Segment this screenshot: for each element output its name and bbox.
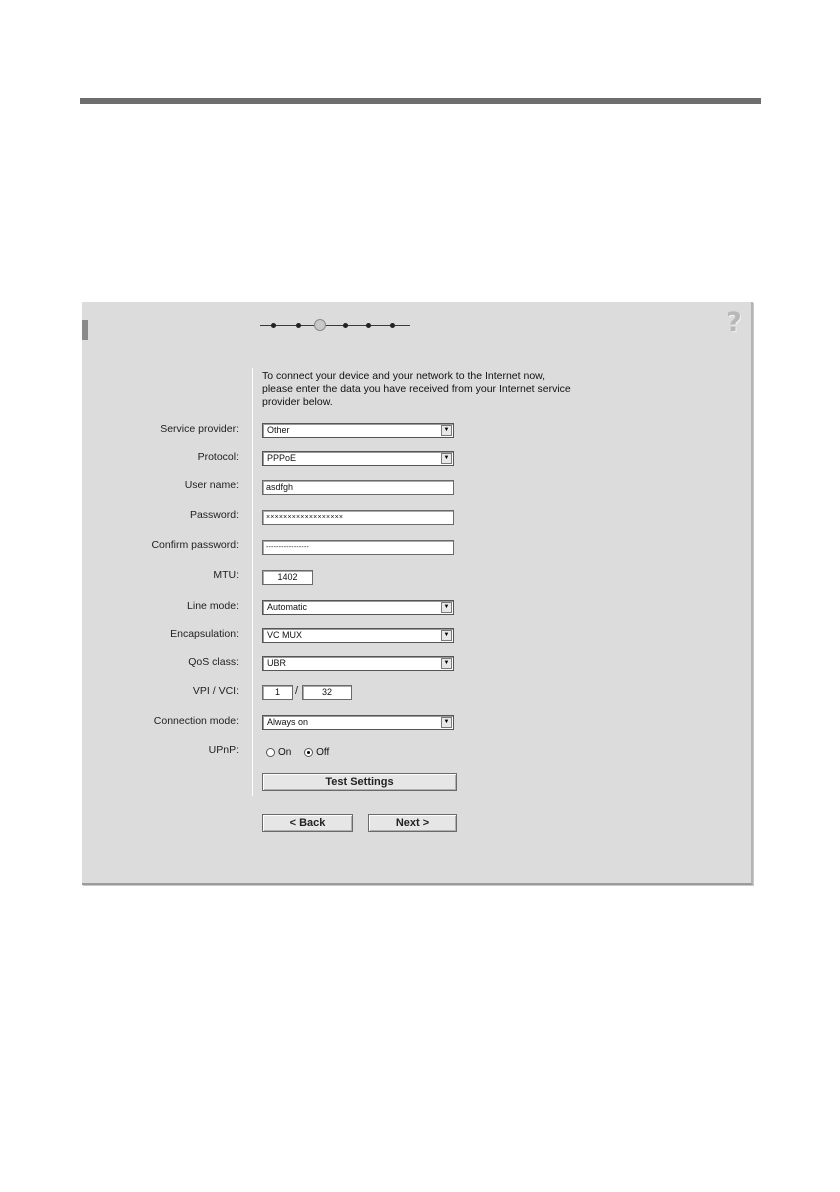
help-icon[interactable]: ?	[726, 307, 742, 338]
user-name-input[interactable]: asdfgh	[262, 480, 454, 495]
setup-wizard-panel	[82, 302, 753, 885]
vpi-input[interactable]: 1	[262, 685, 293, 700]
upnp-on-radio[interactable]	[266, 748, 275, 757]
mtu-label: MTU:	[213, 569, 239, 581]
back-button[interactable]: < Back	[262, 814, 353, 832]
upnp-off-label[interactable]: Off	[316, 747, 330, 758]
encapsulation-value: VC MUX	[267, 630, 303, 640]
next-button[interactable]: Next >	[368, 814, 457, 832]
content-divider	[252, 368, 253, 796]
vpi-vci-separator: /	[295, 685, 299, 697]
intro-text	[262, 370, 642, 409]
qos-class-select[interactable]	[262, 656, 454, 671]
qos-class-value: UBR	[267, 658, 287, 668]
encapsulation-label: Encapsulation:	[170, 628, 239, 640]
dropdown-arrow-icon[interactable]: ▼	[441, 453, 452, 464]
step-dot	[390, 323, 395, 328]
qos-class-label: QoS class:	[188, 656, 239, 668]
protocol-value: PPPoE	[267, 453, 297, 463]
upnp-radio-group	[266, 747, 339, 758]
page-header-rule	[80, 98, 761, 104]
dropdown-arrow-icon[interactable]: ▼	[441, 717, 452, 728]
step-current-marker	[314, 319, 326, 331]
dropdown-arrow-icon[interactable]: ▼	[441, 630, 452, 641]
confirm-password-input[interactable]: -----------------	[262, 540, 454, 555]
step-dot	[296, 323, 301, 328]
vpi-vci-label: VPI / VCI:	[192, 685, 239, 697]
line-mode-label: Line mode:	[187, 600, 239, 612]
intro-line: please enter the data you have received from your Internet service	[262, 383, 571, 395]
mtu-input[interactable]: 1402	[262, 570, 313, 585]
wizard-step-indicator	[260, 318, 410, 334]
connection-mode-value: Always on	[267, 717, 309, 727]
dropdown-arrow-icon[interactable]: ▼	[441, 602, 452, 613]
confirm-password-label: Confirm password:	[151, 539, 239, 551]
panel-edge-marker	[82, 320, 88, 340]
protocol-select[interactable]	[262, 451, 454, 466]
step-dot	[271, 323, 276, 328]
dropdown-arrow-icon[interactable]: ▼	[441, 658, 452, 669]
upnp-on-label[interactable]: On	[278, 747, 292, 758]
password-label: Password:	[189, 509, 239, 521]
protocol-label: Protocol:	[197, 451, 239, 463]
connection-mode-select[interactable]	[262, 715, 454, 730]
upnp-off-radio[interactable]	[304, 748, 313, 757]
service-provider-value: Other	[267, 425, 290, 435]
step-dot	[343, 323, 348, 328]
step-dot	[366, 323, 371, 328]
upnp-label: UPnP:	[208, 744, 239, 756]
dropdown-arrow-icon[interactable]: ▼	[441, 425, 452, 436]
intro-line: provider below.	[262, 396, 333, 408]
service-provider-label: Service provider:	[160, 423, 239, 435]
vci-input[interactable]: 32	[302, 685, 352, 700]
encapsulation-select[interactable]	[262, 628, 454, 643]
connection-mode-label: Connection mode:	[153, 715, 239, 727]
service-provider-select[interactable]	[262, 423, 454, 438]
intro-line: To connect your device and your network to the Internet now,	[262, 370, 546, 382]
step-track	[260, 325, 410, 326]
test-settings-button[interactable]: Test Settings	[262, 773, 457, 791]
password-input[interactable]: ××××××××××××××××××	[262, 510, 454, 525]
user-name-label: User name:	[184, 479, 239, 491]
line-mode-value: Automatic	[267, 602, 308, 612]
line-mode-select[interactable]	[262, 600, 454, 615]
